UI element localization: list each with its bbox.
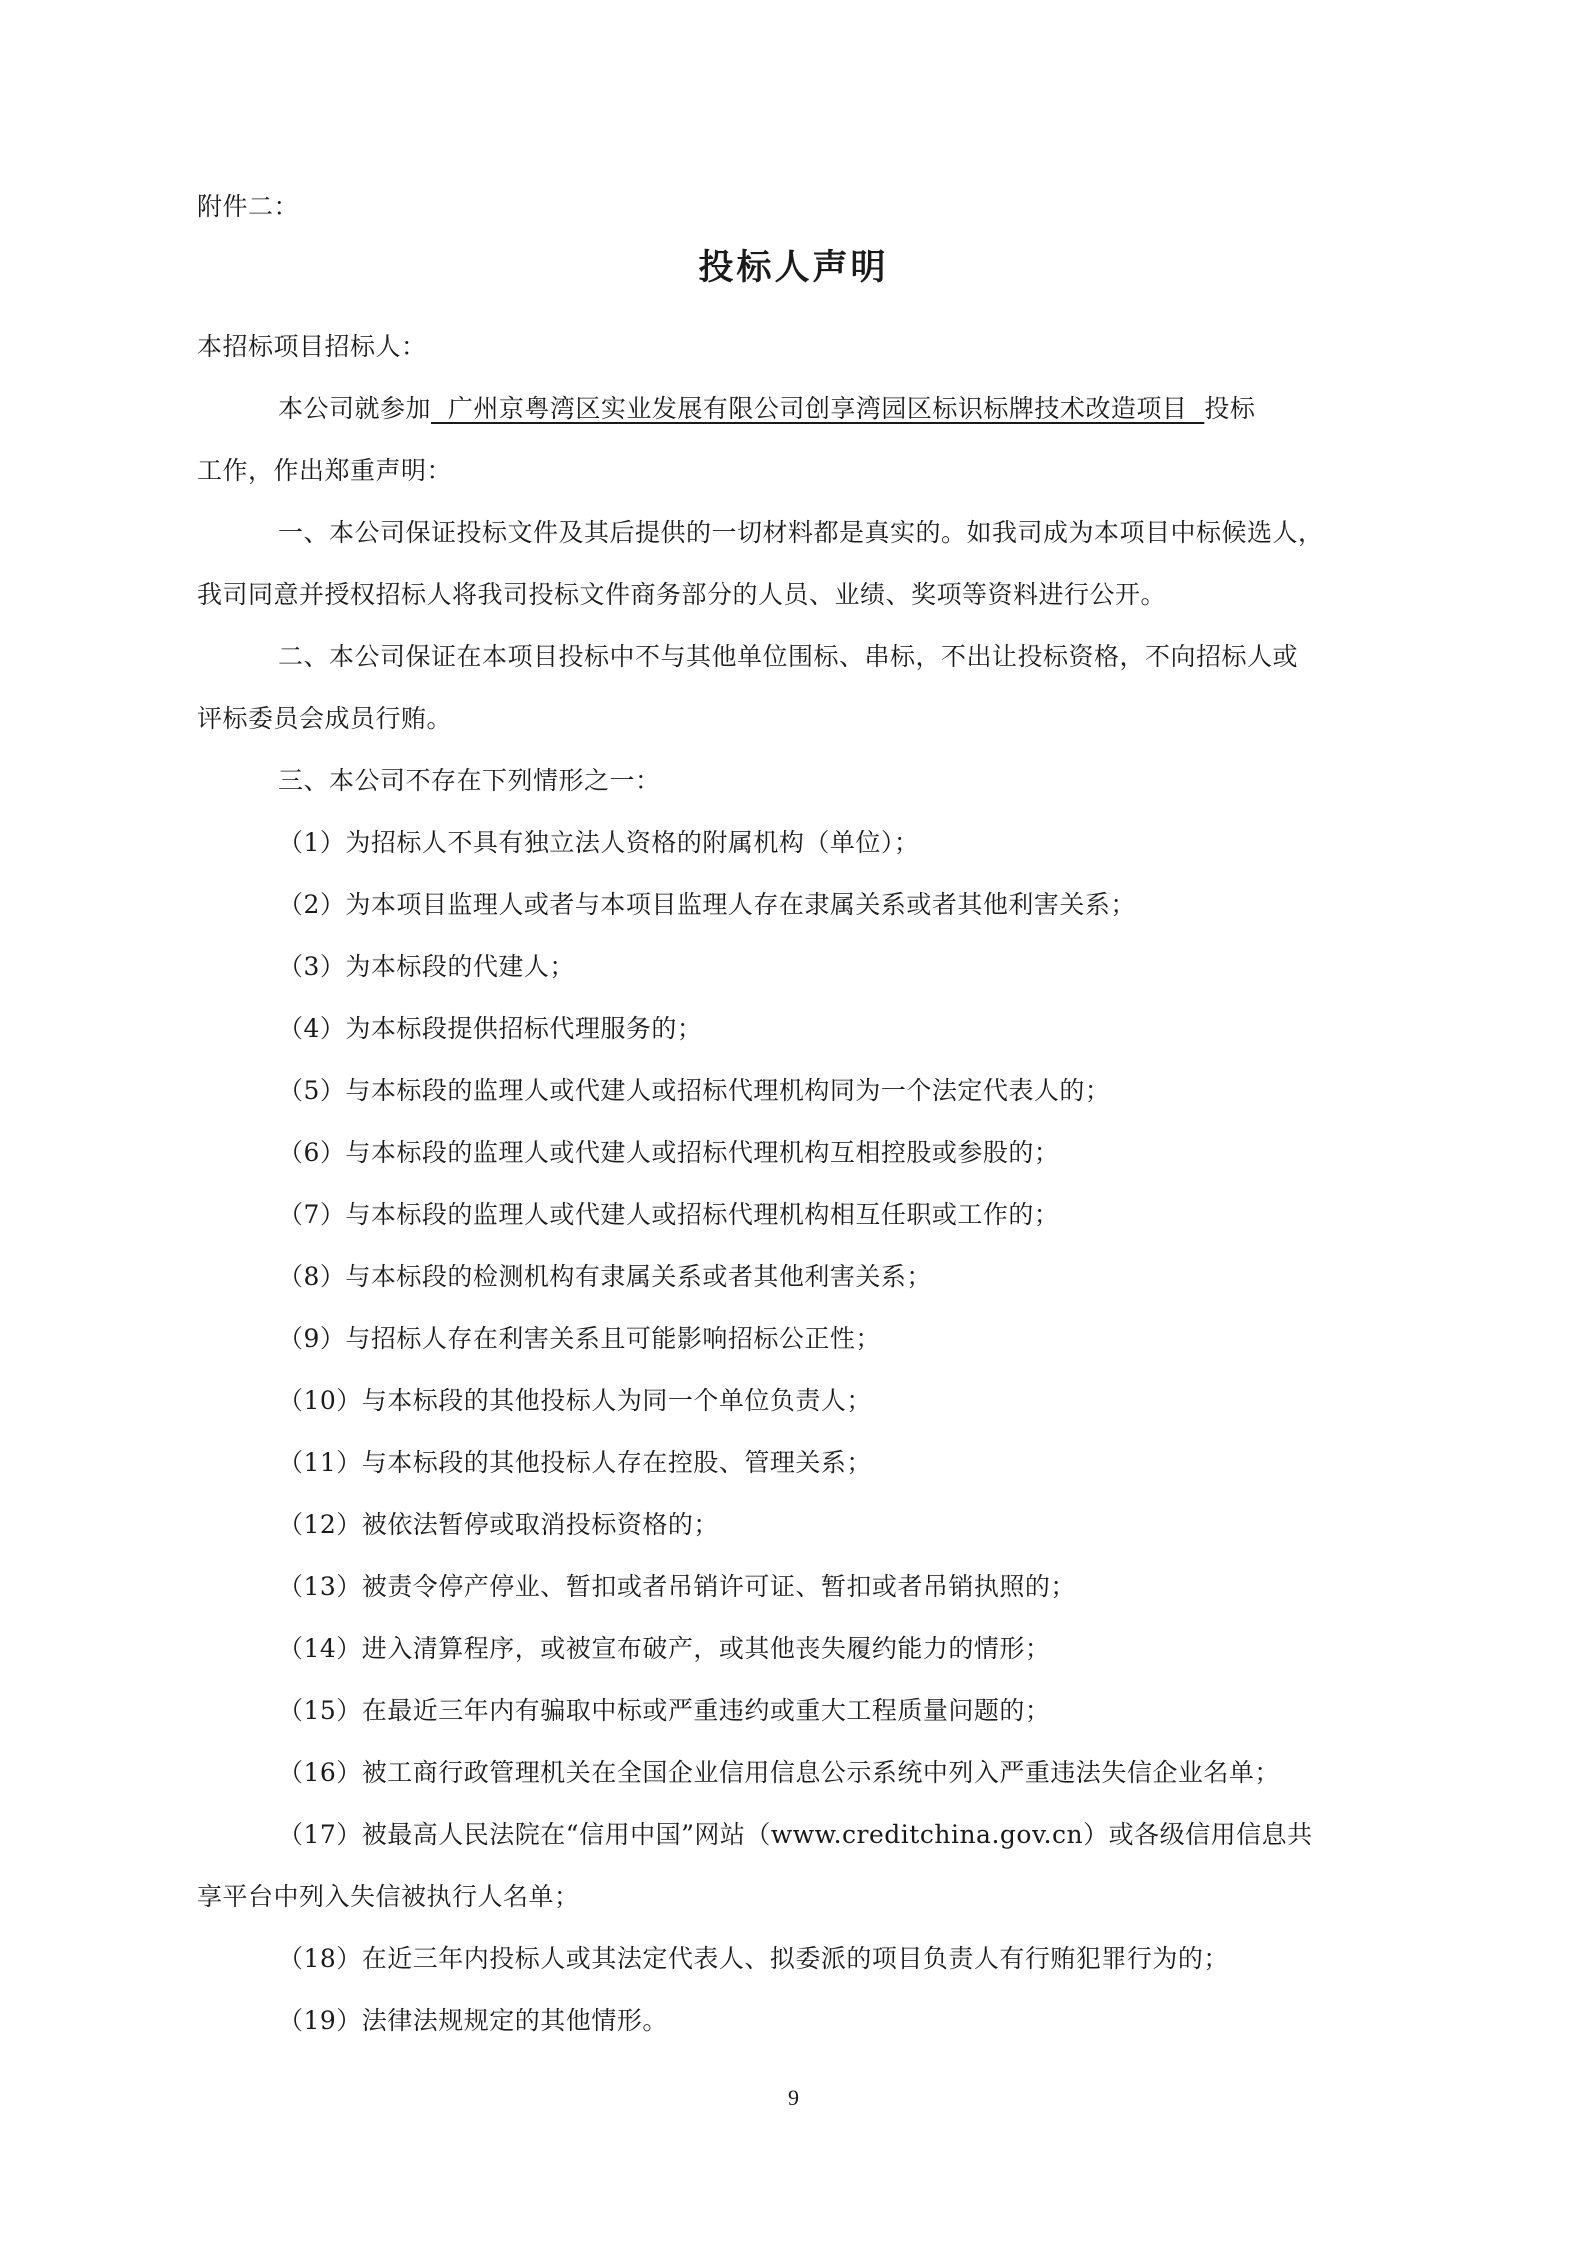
intro-continuation: 工作，作出郑重声明： (197, 456, 453, 485)
project-name: 广州京粤湾区实业发展有限公司创享湾园区标识标牌技术改造项目 (431, 394, 1205, 423)
intro-prefix: 本公司就参加 (278, 394, 432, 423)
condition-item: （5）与本标段的监理人或代建人或招标代理机构同为一个法定代表人的； (278, 1076, 1111, 1105)
page-number: 9 (788, 2085, 799, 2110)
addressee: 本招标项目招标人： (197, 332, 427, 361)
condition-item: （7）与本标段的监理人或代建人或招标代理机构相互任职或工作的； (278, 1200, 1060, 1229)
condition-item: （12）被依法暂停或取消投标资格的； (278, 1510, 719, 1539)
condition-item: （8）与本标段的检测机构有隶属关系或者其他利害关系； (278, 1262, 932, 1291)
condition-item: （11）与本标段的其他投标人存在控股、管理关系； (278, 1448, 872, 1477)
page-title: 投标人声明 (698, 248, 889, 288)
attachment-label: 附件二： (197, 192, 300, 221)
condition-item: （14）进入清算程序，或被宣布破产，或其他丧失履约能力的情形； (278, 1634, 1051, 1663)
condition-item: （10）与本标段的其他投标人为同一个单位负责人； (278, 1386, 872, 1415)
condition-item: （3）为本标段的代建人； (278, 952, 575, 981)
clause-1-line-2: 我司同意并授权招标人将我司投标文件商务部分的人员、业绩、奖项等资料进行公开。 (197, 580, 1167, 609)
condition-item: （9）与招标人存在利害关系且可能影响招标公正性； (278, 1324, 881, 1353)
condition-item: （18）在近三年内投标人或其法定代表人、拟委派的项目负责人有行贿犯罪行为的； (278, 1944, 1229, 1973)
condition-item: （6）与本标段的监理人或代建人或招标代理机构互相控股或参股的； (278, 1138, 1060, 1167)
clause-3-heading: 三、本公司不存在下列情形之一： (278, 766, 661, 795)
condition-item: （2）为本项目监理人或者与本项目监理人存在隶属关系或者其他利害关系； (278, 890, 1136, 919)
condition-item: （15）在最近三年内有骗取中标或严重违约或重大工程质量问题的； (278, 1696, 1051, 1725)
intro-suffix: 投标 (1204, 394, 1256, 423)
condition-item: （16）被工商行政管理机关在全国企业信用信息公示系统中列入严重违法失信企业名单； (278, 1758, 1280, 1787)
condition-item: （1）为招标人不具有独立法人资格的附属机构（单位）； (278, 828, 920, 857)
condition-item: （13）被责令停产停业、暂扣或者吊销许可证、暂扣或者吊销执照的； (278, 1572, 1076, 1601)
clause-1-line-1: 一、本公司保证投标文件及其后提供的一切材料都是真实的。如我司成为本项目中标候选人， (278, 518, 1324, 547)
condition-item: （17）被最高人民法院在“信用中国”网站（www.creditchina.gov.cn）或各级信用信息共 (278, 1820, 1313, 1849)
condition-item: （19）法律法规规定的其他情形。 (278, 2006, 668, 2035)
clause-2-line-2: 评标委员会成员行贿。 (197, 704, 453, 733)
clause-2-line-1: 二、本公司保证在本项目投标中不与其他单位围标、串标，不出让投标资格，不向招标人或 (278, 642, 1299, 671)
condition-item-continuation: 享平台中列入失信被执行人名单； (197, 1882, 580, 1911)
intro-line (278, 392, 1255, 426)
condition-item: （4）为本标段提供招标代理服务的； (278, 1014, 703, 1043)
